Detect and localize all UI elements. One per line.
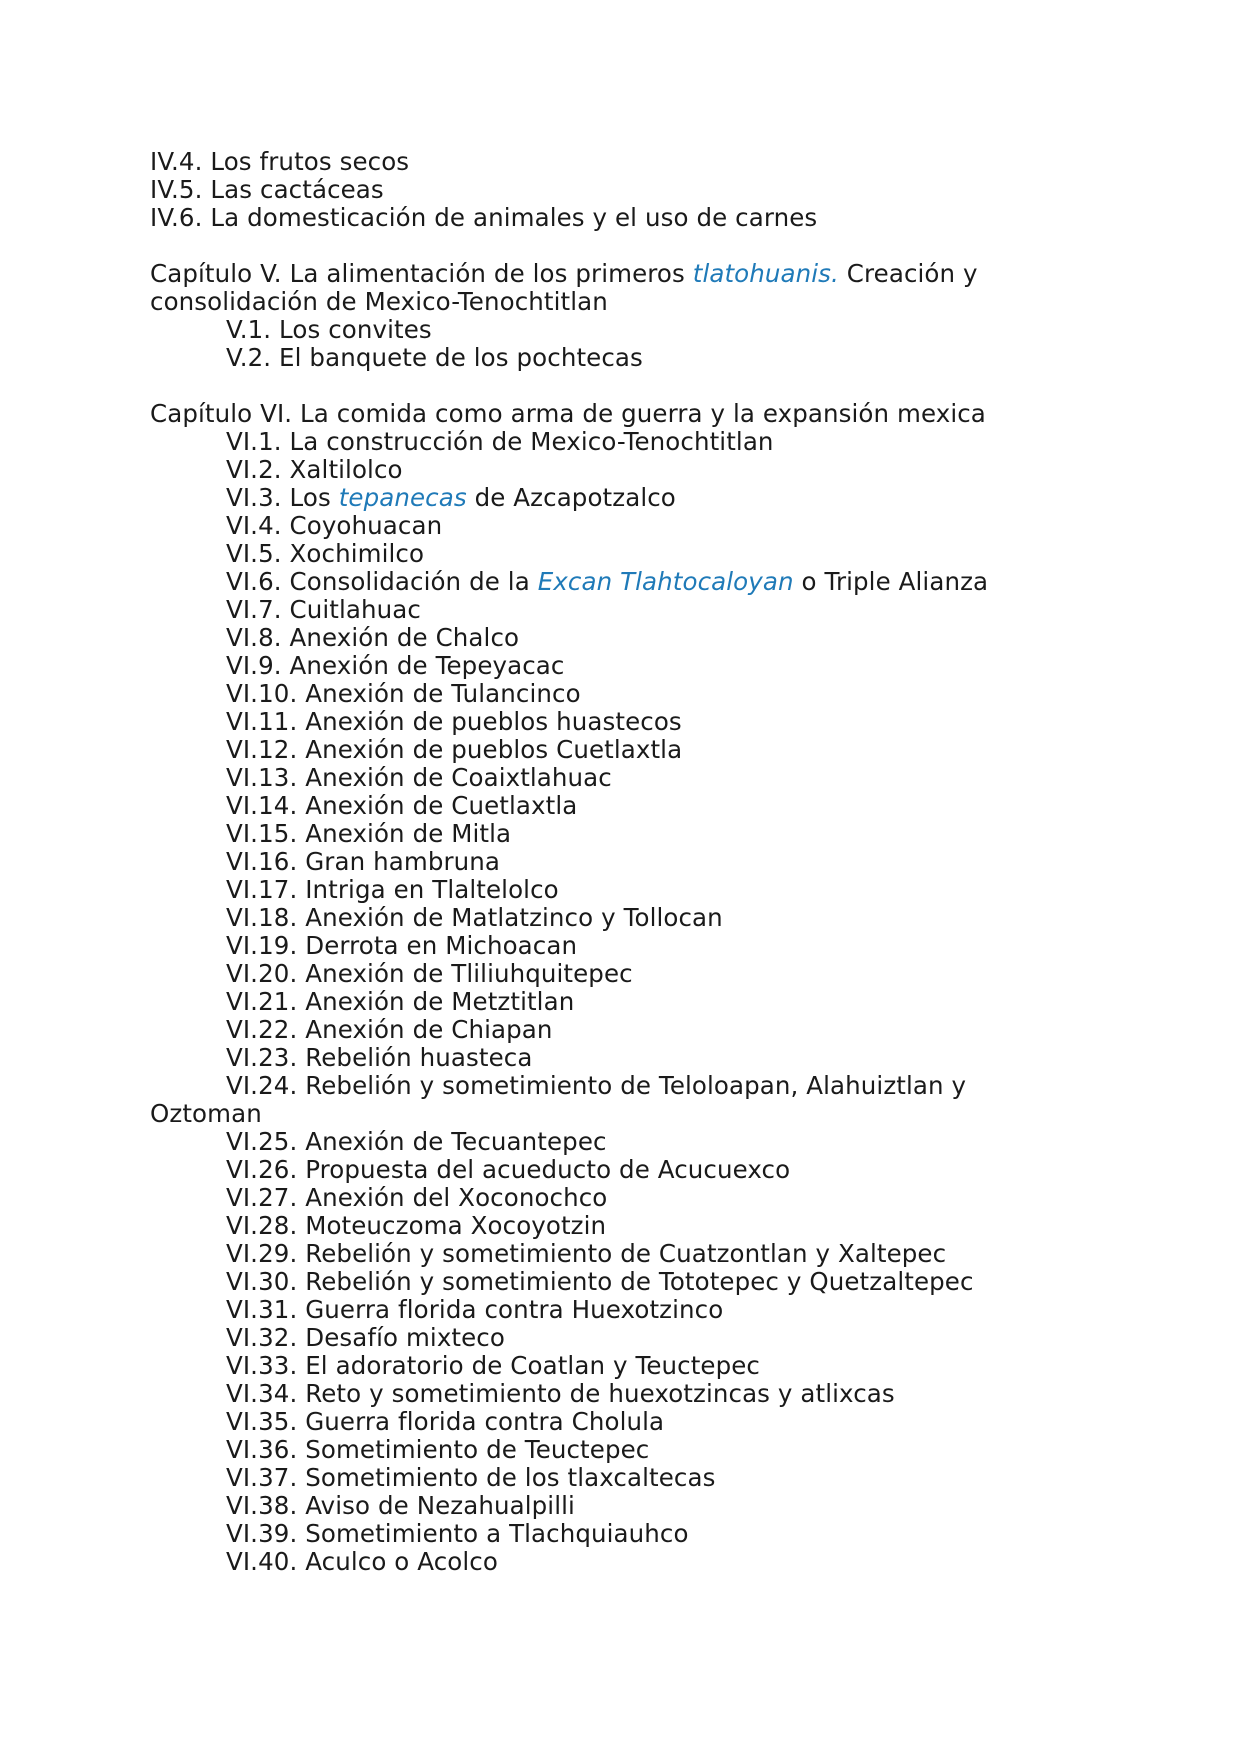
toc-entry: VI.15. Anexión de Mitla [226, 819, 512, 848]
toc-entry: VI.2. Xaltilolco [226, 455, 403, 484]
toc-entry: VI.26. Propuesta del acueducto de Acucuexco [226, 1155, 791, 1184]
toc-entry: V.1. Los convites [226, 315, 432, 344]
toc-entry: VI.30. Rebelión y sometimiento de Tototepec y Quetzaltepec [226, 1267, 974, 1296]
toc-entry: VI.4. Coyohuacan [226, 511, 443, 540]
toc-entry: VI.27. Anexión del Xoconochco [226, 1183, 608, 1212]
toc-entry: VI.25. Anexión de Tecuantepec [226, 1127, 607, 1156]
toc-entry-after: de Azcapotzalco [466, 483, 676, 512]
toc-entry: VI.18. Anexión de Matlatzinco y Tollocan [226, 903, 723, 932]
toc-entry: VI.20. Anexión de Tliliuhquitepec [226, 959, 633, 988]
toc-entry-after: o Triple Alianza [793, 567, 989, 596]
toc-entry: VI.11. Anexión de pueblos huastecos [226, 707, 682, 736]
chapter-v-title-after: Creación y [838, 259, 978, 288]
toc-entry-line2: Oztoman [150, 1099, 262, 1128]
toc-entry: VI.34. Reto y sometimiento de huexotzincas y atlixcas [226, 1379, 895, 1408]
chapter-v-title-line1 [150, 260, 1050, 288]
chapter-v-title-before: Capítulo V. La alimentación de los primeros [150, 259, 693, 288]
toc-entry: VI.22. Anexión de Chiapan [226, 1015, 553, 1044]
toc-entry: VI.32. Desafío mixteco [226, 1323, 505, 1352]
toc-entry [150, 484, 1050, 512]
toc-entry-line1: VI.24. Rebelión y sometimiento de Teloloapan, Alahuiztlan y [226, 1071, 967, 1100]
toc-entry: VI.28. Moteuczoma Xocoyotzin [226, 1211, 607, 1240]
toc-entry: VI.38. Aviso de Nezahualpilli [226, 1491, 575, 1520]
chapter-v-title-emphasis: tlatohuanis. [692, 259, 839, 288]
toc-entry: VI.17. Intriga en Tlaltelolco [226, 875, 559, 904]
toc-entry: VI.21. Anexión de Metztitlan [226, 987, 575, 1016]
toc-entry [150, 568, 1050, 596]
toc-entry: VI.23. Rebelión huasteca [226, 1043, 533, 1072]
toc-entry: VI.14. Anexión de Cuetlaxtla [226, 791, 578, 820]
chapter-v-title-line2: consolidación de Mexico-Tenochtitlan [150, 287, 608, 316]
toc-entry: VI.7. Cuitlahuac [226, 595, 421, 624]
toc-entry: VI.1. La construcción de Mexico-Tenochtitlan [226, 427, 774, 456]
toc-entry: VI.16. Gran hambruna [226, 847, 501, 876]
table-of-contents [150, 148, 1050, 1576]
toc-entry: VI.8. Anexión de Chalco [226, 623, 520, 652]
toc-entry-emphasis: tepanecas [338, 483, 467, 512]
toc-entry-emphasis: Excan Tlahtocaloyan [537, 567, 794, 596]
toc-entry: VI.29. Rebelión y sometimiento de Cuatzontlan y Xaltepec [226, 1239, 947, 1268]
toc-entry: IV.5. Las cactáceas [150, 175, 384, 204]
toc-entry: VI.19. Derrota en Michoacan [226, 931, 578, 960]
toc-entry: VI.36. Sometimiento de Teuctepec [226, 1435, 650, 1464]
spacer [150, 372, 1050, 400]
spacer [150, 232, 1050, 260]
toc-entry: VI.12. Anexión de pueblos Cuetlaxtla [226, 735, 683, 764]
toc-entry: VI.40. Aculco o Acolco [226, 1547, 498, 1576]
toc-entry: IV.4. Los frutos secos [150, 147, 410, 176]
toc-entry: IV.6. La domesticación de animales y el uso de carnes [150, 203, 818, 232]
toc-entry: V.2. El banquete de los pochtecas [226, 343, 643, 372]
toc-entry-before: VI.3. Los [226, 483, 339, 512]
toc-entry: VI.9. Anexión de Tepeyacac [226, 651, 565, 680]
chapter-vi-title: Capítulo VI. La comida como arma de guerra y la expansión mexica [150, 399, 986, 428]
toc-entry-before: VI.6. Consolidación de la [226, 567, 538, 596]
toc-entry: VI.10. Anexión de Tulancinco [226, 679, 581, 708]
toc-entry: VI.13. Anexión de Coaixtlahuac [226, 763, 612, 792]
toc-entry: VI.5. Xochimilco [226, 539, 425, 568]
toc-entry: VI.37. Sometimiento de los tlaxcaltecas [226, 1463, 716, 1492]
toc-entry: VI.35. Guerra florida contra Cholula [226, 1407, 665, 1436]
toc-entry: VI.39. Sometimiento a Tlachquiauhco [226, 1519, 689, 1548]
toc-entry: VI.31. Guerra florida contra Huexotzinco [226, 1295, 724, 1324]
toc-entry: VI.33. El adoratorio de Coatlan y Teuctepec [226, 1351, 760, 1380]
